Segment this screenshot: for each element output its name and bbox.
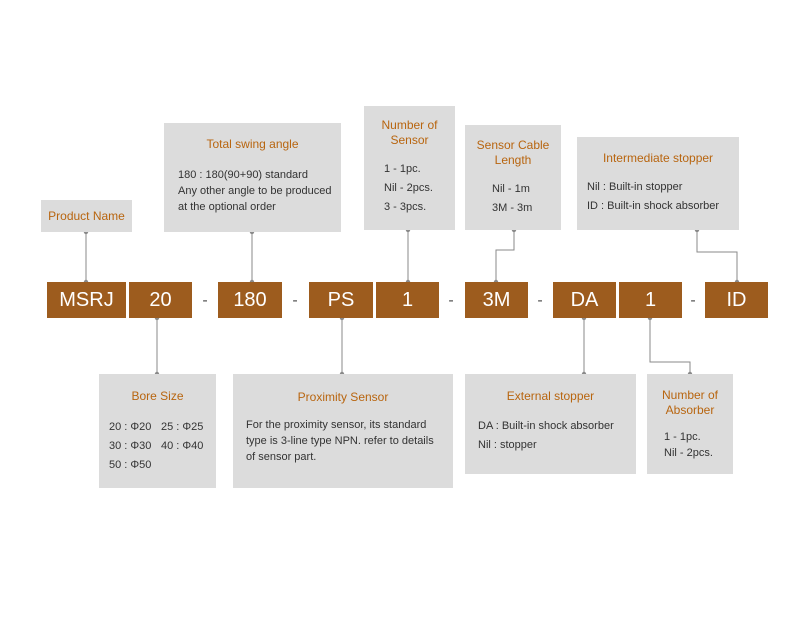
num-sensor-box xyxy=(364,106,455,230)
proximity-line: type is 3-line type NPN. refer to details xyxy=(246,435,434,447)
cable-length-title: Sensor Cable Length xyxy=(476,138,550,167)
bore-size-box xyxy=(99,374,216,488)
bore-size-option: 40 : Φ40 xyxy=(161,440,204,452)
num-sensor-option: 1 - 1pc. xyxy=(384,163,421,175)
num-absorber-option: Nil - 2pcs. xyxy=(664,447,713,459)
intermediate-option: ID : Built-in shock absorber xyxy=(587,200,720,212)
swing-angle-title: Total swing angle xyxy=(206,137,299,151)
bore-size-row xyxy=(109,437,203,456)
intermediate-option: Nil : Built-in stopper xyxy=(587,181,683,193)
code-segment-absorber-count: 1 xyxy=(619,282,682,318)
external-option: Nil : stopper xyxy=(478,439,537,451)
cable-length-box xyxy=(465,125,561,230)
code-segment-cable: 3M xyxy=(465,282,528,318)
code-segment-model: MSRJ xyxy=(47,282,126,318)
bore-size-option: 20 : Φ20 xyxy=(109,421,152,433)
code-dash: - xyxy=(202,292,208,309)
num-absorber-option: 1 - 1pc. xyxy=(664,431,701,443)
num-sensor-option: 3 - 3pcs. xyxy=(384,201,427,213)
external-stopper-title: External stopper xyxy=(506,389,595,403)
code-dash: - xyxy=(292,292,298,309)
code-segment-bore: 20 xyxy=(129,282,192,318)
swing-angle-line: Any other angle to be produced xyxy=(178,185,332,197)
code-dash: - xyxy=(690,292,696,309)
swing-angle-box xyxy=(164,123,341,232)
swing-angle-line: at the optional order xyxy=(178,201,276,213)
code-dash: - xyxy=(537,292,543,309)
bore-size-title: Bore Size xyxy=(131,389,184,403)
num-sensor-option: Nil - 2pcs. xyxy=(384,182,433,194)
bore-size-option: 25 : Φ25 xyxy=(161,421,204,433)
bore-size-row xyxy=(109,456,203,475)
intermediate-stopper-title: Intermediate stopper xyxy=(602,151,714,165)
proximity-line: of sensor part. xyxy=(246,451,317,463)
product-name-title: Product Name xyxy=(48,209,125,223)
num-sensor-title: Number of Sensor xyxy=(381,118,438,147)
swing-angle-line: 180 : 180(90+90) standard xyxy=(178,169,308,181)
num-absorber-box xyxy=(647,374,733,474)
code-segment-intermediate: ID xyxy=(705,282,768,318)
bore-size-row xyxy=(109,418,203,437)
code-dash: - xyxy=(448,292,454,309)
cable-length-option: Nil - 1m xyxy=(492,183,530,195)
proximity-sensor-box xyxy=(233,374,453,488)
code-segment-sensor-count: 1 xyxy=(376,282,439,318)
code-segment-external-stopper: DA xyxy=(553,282,616,318)
proximity-sensor-title: Proximity Sensor xyxy=(297,390,389,404)
external-stopper-box xyxy=(465,374,636,474)
bore-size-option: 50 : Φ50 xyxy=(109,459,152,471)
product-name-box xyxy=(41,200,132,232)
proximity-line: For the proximity sensor, its standard xyxy=(246,419,427,431)
num-absorber-title: Number of Absorber xyxy=(661,388,719,417)
cable-length-option: 3M - 3m xyxy=(492,202,533,214)
code-segment-sensor-type: PS xyxy=(309,282,373,318)
external-option: DA : Built-in shock absorber xyxy=(478,420,614,432)
connector-intermediate xyxy=(697,230,737,282)
connector-cable-length xyxy=(496,230,514,282)
bore-size-option: 30 : Φ30 xyxy=(109,440,152,452)
intermediate-stopper-box xyxy=(577,137,739,230)
code-segment-angle: 180 xyxy=(218,282,282,318)
connector-num-absorber xyxy=(650,318,690,374)
